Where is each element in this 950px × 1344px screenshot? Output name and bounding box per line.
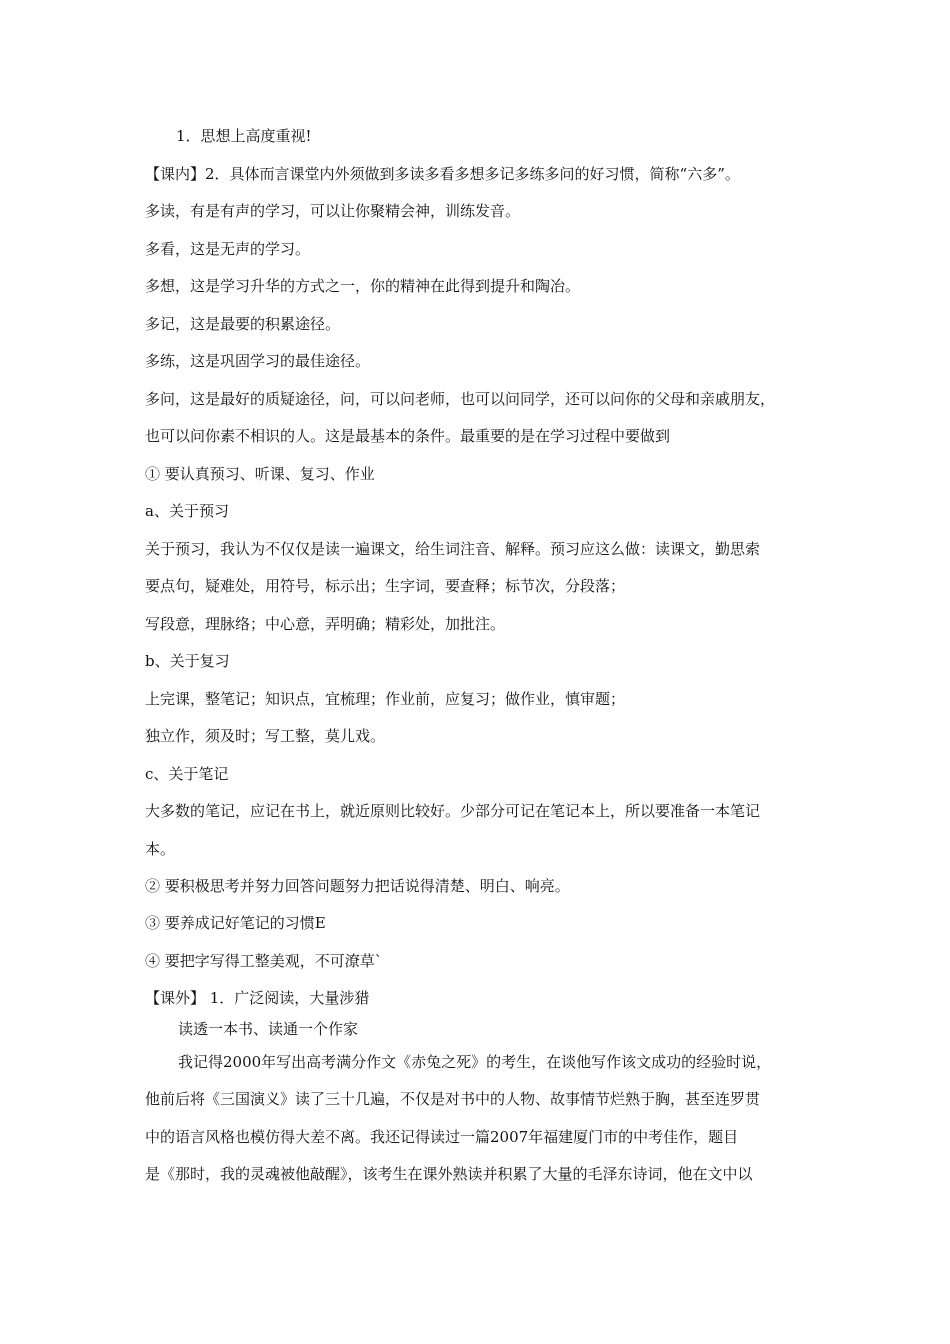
text-line: 多读，有是有声的学习，可以让你聚精会神，训练发音。 bbox=[145, 202, 521, 220]
text-line: 多想，这是学习升华的方式之一，你的精神在此得到提升和陶冶。 bbox=[145, 277, 581, 295]
text-line: a、关于预习 bbox=[145, 502, 229, 520]
text-line: 多看，这是无声的学习。 bbox=[145, 240, 311, 258]
text-line: 1．思想上高度重视! bbox=[176, 127, 312, 145]
text-line: ② 要积极思考并努力回答问题努力把话说得清楚、明白、响亮。 bbox=[145, 877, 570, 895]
text-line: ③ 要养成记好笔记的习惯E bbox=[145, 914, 326, 932]
text-line: 也可以问你素不相识的人。这是最基本的条件。最重要的是在学习过程中要做到 bbox=[145, 427, 671, 445]
text-line: 他前后将《三国演义》读了三十几遍，不仅是对书中的人物、故事情节烂熟于胸，甚至连罗贯 bbox=[145, 1090, 761, 1108]
section-heading: 【课外】 1．广泛阅读，大量涉猎 bbox=[145, 989, 370, 1007]
text-line: 要点句，疑难处，用符号，标示出；生字词，要查释；标节次，分段落； bbox=[145, 577, 626, 595]
text-line: ① 要认真预习、听课、复习、作业 bbox=[145, 465, 375, 483]
text-line: 本。 bbox=[145, 840, 176, 858]
text-line: 【课内】2．具体而言课堂内外须做到多读多看多想多记多练多问的好习惯，简称“六多”。 bbox=[145, 165, 740, 183]
text-line: c、关于笔记 bbox=[145, 765, 229, 783]
text-line: 多练，这是巩固学习的最佳途径。 bbox=[145, 352, 371, 370]
text-line: 多问，这是最好的质疑途径，问，可以问老师，也可以问同学，还可以问你的父母和亲戚朋友， bbox=[145, 390, 776, 408]
text-line: 是《那时，我的灵魂被他敲醒》，该考生在课外熟读并积累了大量的毛泽东诗词，他在文中以 bbox=[145, 1165, 753, 1183]
text-line: 关于预习，我认为不仅仅是读一遍课文，给生词注音、解释。预习应这么做：读课文，勤思索 bbox=[145, 540, 761, 558]
text-line: 独立作，须及时；写工整，莫儿戏。 bbox=[145, 727, 386, 745]
text-line: 中的语言风格也模仿得大差不离。我还记得读过一篇2007年福建厦门市的中考佳作，题目 bbox=[145, 1128, 739, 1146]
text-line: 写段意，理脉络；中心意，弄明确；精彩处，加批注。 bbox=[145, 615, 506, 633]
text-line: 我记得2000年写出高考满分作文《赤兔之死》的考生，在谈他写作该文成功的经验时说， bbox=[178, 1053, 772, 1071]
text-line: 读透一本书、读通一个作家 bbox=[178, 1020, 359, 1038]
text-line: b、关于复习 bbox=[145, 652, 230, 670]
text-line: 上完课，整笔记；知识点，宜梳理；作业前，应复习；做作业，慎审题； bbox=[145, 690, 626, 708]
text-line: 大多数的笔记，应记在书上，就近原则比较好。少部分可记在笔记本上，所以要准备一本笔记 bbox=[145, 802, 761, 820]
text-line: ④ 要把字写得工整美观，不可潦草` bbox=[145, 952, 383, 970]
text-line: 多记，这是最要的积累途径。 bbox=[145, 315, 341, 333]
